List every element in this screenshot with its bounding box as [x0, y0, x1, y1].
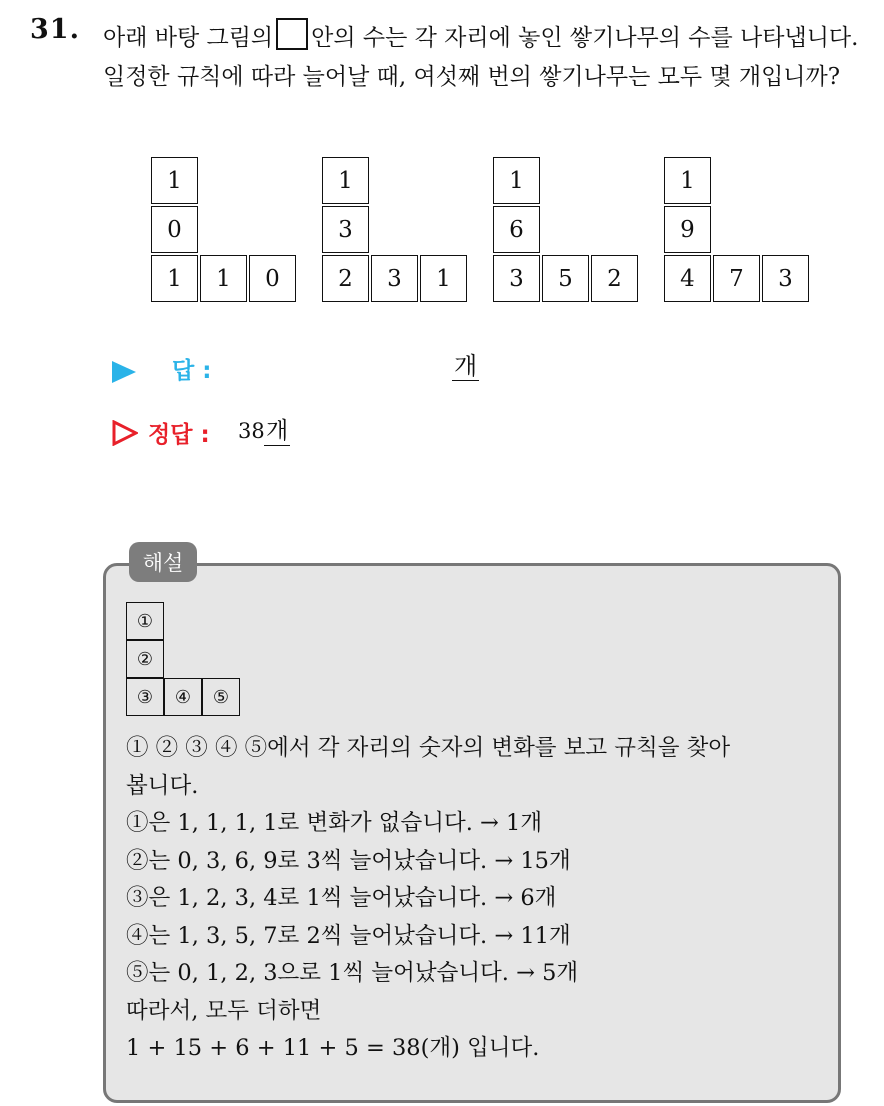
figure-cell-bottom-left: 3	[493, 255, 540, 302]
figure-cell-top: 1	[493, 157, 540, 204]
figure-cell-bottom-middle: 7	[713, 255, 760, 302]
diagram-cell-bottom-left: ③	[126, 678, 164, 716]
figure-cell-bottom-right: 0	[249, 255, 296, 302]
answer-unit: 개	[454, 352, 478, 380]
solution-line: ⑤는 0, 1, 2, 3으로 1씩 늘어났습니다. → 5개	[126, 960, 579, 986]
question-text-part2: 안의 수는 각 자리에 놓인 쌓기나무의 수를 나타냅니다. 일정한 규칙에 따라 늘어날 때, 여섯째 번의 쌓기나무는 모두 몇 개입니까?	[103, 25, 859, 90]
solution-line: 봅니다.	[126, 772, 199, 799]
figure-cell-top: 1	[664, 157, 711, 204]
figure-cell-bottom-left: 2	[322, 255, 369, 302]
solution-diagram	[126, 602, 240, 716]
answer-label: 답 :	[172, 358, 212, 384]
question-number: 31.	[30, 14, 80, 45]
figure-1	[151, 157, 299, 305]
figure-cell-mid: 0	[151, 206, 198, 253]
answer-marker-icon	[112, 361, 136, 383]
diagram-cell-top: ①	[126, 602, 164, 640]
solution-line: ④는 1, 3, 5, 7로 2씩 늘어났습니다. → 11개	[126, 922, 571, 949]
solution-line: 1 + 15 + 6 + 11 + 5 = 38(개) 입니다.	[126, 1035, 540, 1061]
correct-unit: 개	[266, 418, 289, 444]
solution-line: ②는 0, 3, 6, 9로 3씩 늘어났습니다. → 15개	[126, 847, 571, 874]
figure-cell-top: 1	[322, 157, 369, 204]
figure-2	[322, 157, 470, 305]
solution-line: ③은 1, 2, 3, 4로 1씩 늘어났습니다. → 6개	[126, 885, 557, 911]
figure-cell-bottom-middle: 5	[542, 255, 589, 302]
solution-text	[126, 730, 831, 1068]
figure-cell-bottom-middle: 1	[200, 255, 247, 302]
figure-4	[664, 157, 812, 305]
figure-cell-bottom-right: 2	[591, 255, 638, 302]
figure-cell-mid: 3	[322, 206, 369, 253]
figure-cell-top: 1	[151, 157, 198, 204]
figure-3	[493, 157, 641, 305]
figure-cell-bottom-right: 3	[762, 255, 809, 302]
figure-cell-bottom-left: 1	[151, 255, 198, 302]
question-text	[103, 18, 863, 97]
correct-value: 38	[238, 419, 265, 443]
solution-line: 따라서, 모두 더하면	[126, 997, 322, 1024]
figure-cell-mid: 9	[664, 206, 711, 253]
diagram-cell-bottom-middle: ④	[164, 678, 202, 716]
solution-line: ① ② ③ ④ ⑤에서 각 자리의 숫자의 변화를 보고 규칙을 찾아	[126, 735, 731, 761]
figure-cell-bottom-left: 4	[664, 255, 711, 302]
figure-cell-bottom-right: 1	[420, 255, 467, 302]
blank-box-symbol	[276, 18, 308, 50]
correct-marker-icon	[112, 420, 138, 446]
figure-cell-bottom-middle: 3	[371, 255, 418, 302]
solution-line: ①은 1, 1, 1, 1로 변화가 없습니다. → 1개	[126, 810, 543, 836]
diagram-cell-bottom-right: ⑤	[202, 678, 240, 716]
solution-tab: 해설	[129, 542, 197, 582]
question-text-part1: 아래 바탕 그림의	[103, 25, 274, 51]
figure-cell-mid: 6	[493, 206, 540, 253]
correct-label: 정답 :	[148, 422, 210, 448]
diagram-cell-mid: ②	[126, 640, 164, 678]
